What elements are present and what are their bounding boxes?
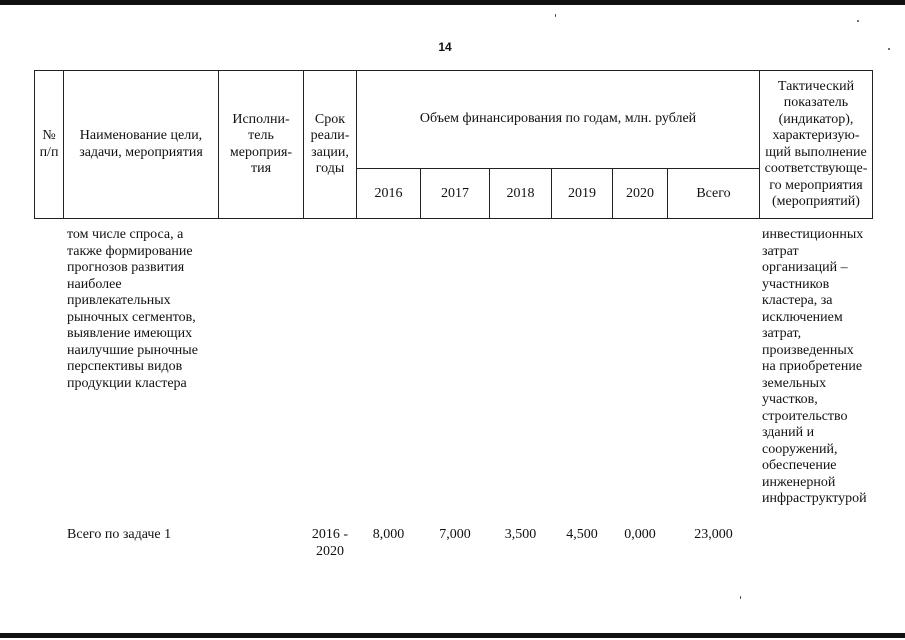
scan-speck xyxy=(857,20,859,22)
header-year-2019: 2019 xyxy=(568,185,596,201)
header-name: Наименование цели, задачи, мероприятия xyxy=(79,128,203,160)
total-row-label: Всего по задаче 1 xyxy=(67,527,172,542)
header-year-2020: 2020 xyxy=(626,185,654,201)
total-2020: 0,000 xyxy=(624,527,656,542)
total-sum: 23,000 xyxy=(694,527,733,542)
header-year-2017: 2017 xyxy=(441,185,469,201)
scan-border-top xyxy=(0,0,905,5)
header-indicator: Тактический показатель (индикатор), характеризую- щий выполнение соответствующе- го мероприятия (мероприятий) xyxy=(764,78,868,209)
scan-speck xyxy=(888,48,890,50)
header-year-2016: 2016 xyxy=(374,185,403,201)
header-funding: Объем финансирования по годам, млн. рублей xyxy=(419,111,697,127)
total-2018: 3,500 xyxy=(504,527,537,542)
scan-speck xyxy=(555,14,556,17)
total-2017: 7,000 xyxy=(439,527,471,542)
scan-speck xyxy=(740,596,741,599)
page-number: 14 xyxy=(438,40,452,54)
header-num: № п/п xyxy=(39,128,59,160)
header-term: Срок реали- зации, годы xyxy=(310,111,350,176)
total-row-term: 2016 - 2020 xyxy=(311,527,349,559)
header-total: Всего xyxy=(696,185,731,201)
row-indicator-continuation: инвестиционных затрат организаций – участников кластера, за исключением затрат, произведенных на приобретение земельных участков, строительство зданий и сооружений, обеспечение инженерной инфраструктурой xyxy=(762,227,867,506)
total-2016: 8,000 xyxy=(372,527,405,542)
total-2019: 4,500 xyxy=(566,527,598,542)
row-name-continuation: том числе спроса, а также формирование прогнозов развития наиболее привлекательных рыночных сегментов, выявление имеющих наилучшие рыночные перспективы видов продукции кластера xyxy=(67,227,198,391)
header-year-2018: 2018 xyxy=(506,185,535,201)
header-executor: Исполни- тель мероприя- тия xyxy=(229,111,293,176)
scan-border-bottom xyxy=(0,633,905,638)
